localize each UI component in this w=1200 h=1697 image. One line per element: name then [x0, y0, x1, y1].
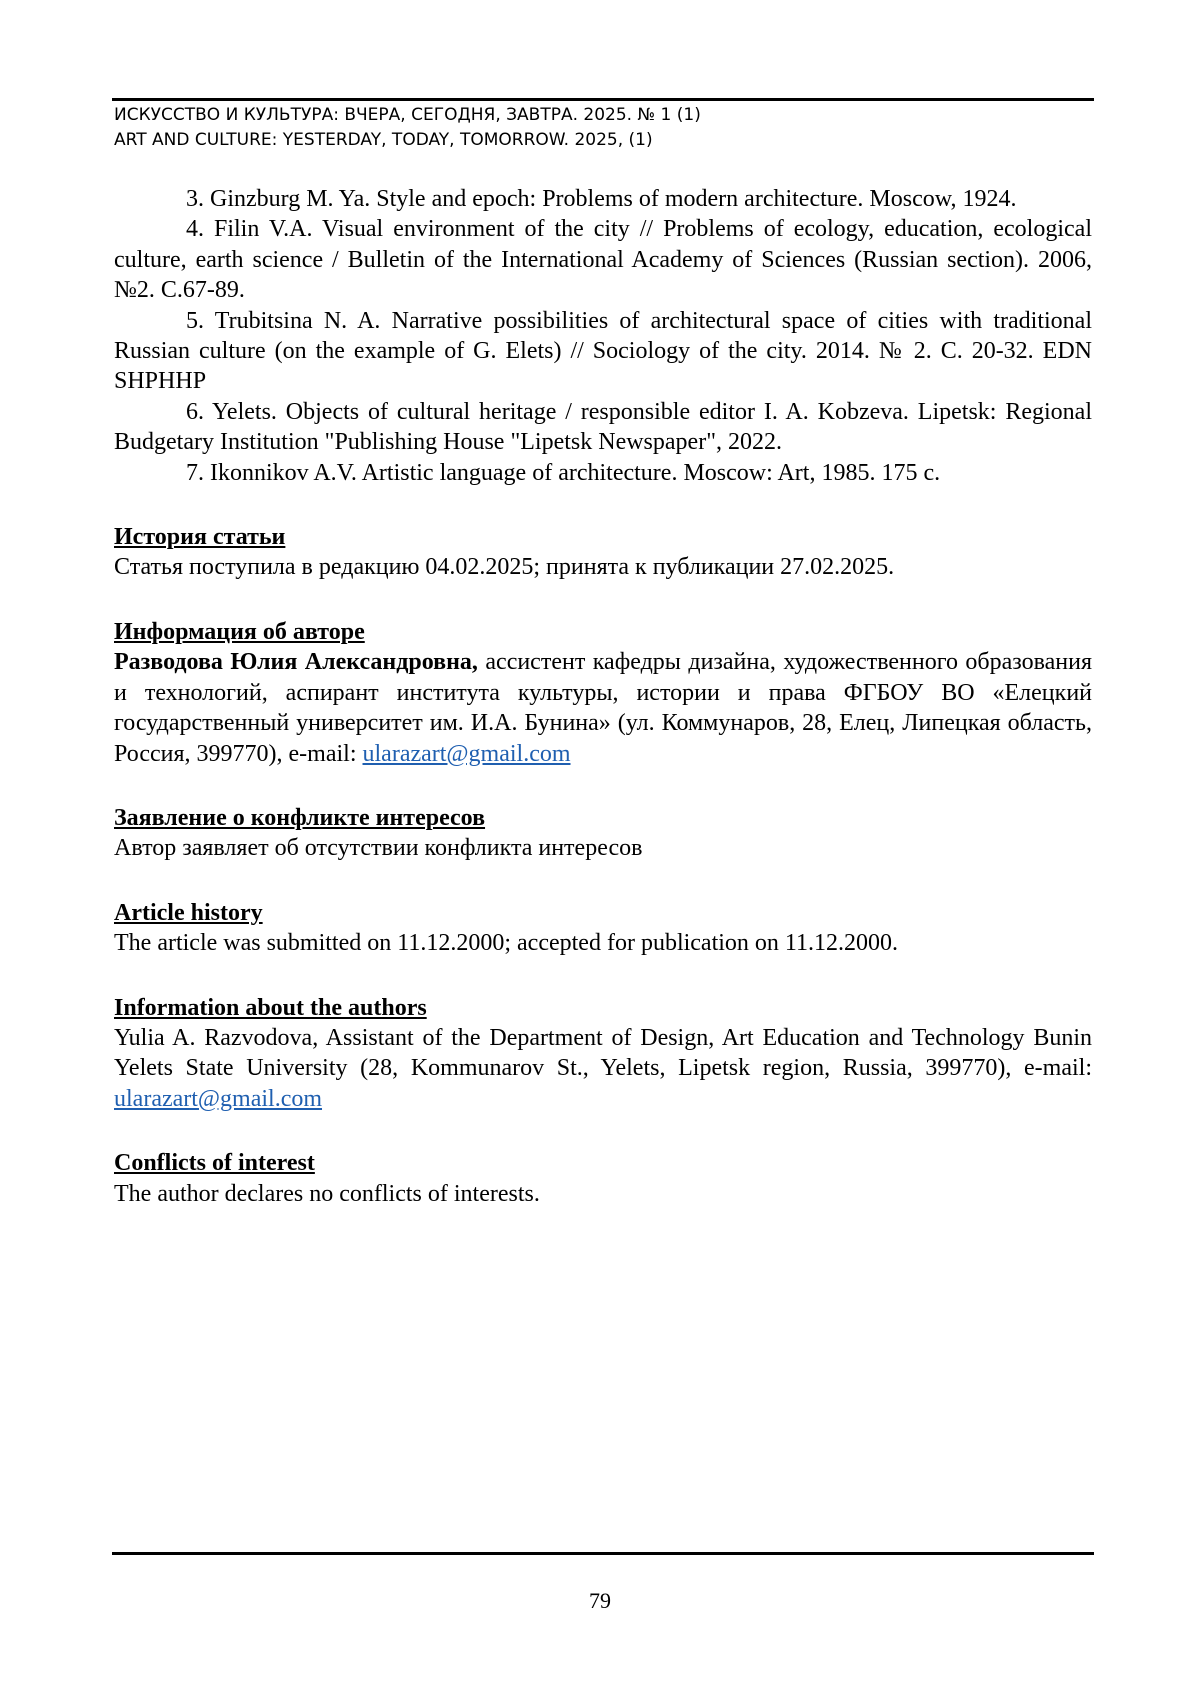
header-line-en: ART AND CULTURE: YESTERDAY, TODAY, TOMORROW. 2025, (1): [114, 128, 1094, 153]
author-ru-title: Информация об авторе: [114, 617, 1092, 647]
page-number: 79: [0, 1588, 1200, 1614]
running-header: [114, 103, 1094, 153]
conflict-ru-title: Заявление о конфликте интересов: [114, 803, 1092, 833]
author-ru-section: [114, 617, 1092, 769]
footer-rule: [112, 1552, 1094, 1555]
author-ru-email-link[interactable]: ularazart@gmail.com: [363, 741, 571, 767]
reference-item: 5. Trubitsina N. A. Narrative possibilities of architectural space of cities with tradi­tional Russian culture (on the example of G. Elets) // Sociology of the city. 2014. № 2. C. 20-32. EDN SHPHHP: [114, 306, 1092, 397]
document-page: [0, 0, 1200, 1697]
history-ru-text: Статья поступила в редакцию 04.02.2025; принята к публикации 27.02.2025.: [114, 552, 1092, 582]
author-ru-details: ассистент кафедры дизайна, художественного об­разования и технологий, аспирант института культуры, истории и права ФГБОУ ВО «Елецкий государственный университет им. И.А. Бунина» (ул. Коммунаров, 28, Елец, Липецкая область, Россия, 399770), e-mail:: [114, 649, 1092, 766]
history-ru-title: История статьи: [114, 522, 1092, 552]
history-en-title: Article history: [114, 898, 1092, 928]
history-en-text: The article was submitted on 11.12.2000; accepted for publication on 11.12.2000.: [114, 928, 1092, 958]
conflict-ru-text: Автор заявляет об отсутствии конфликта интересов: [114, 833, 1092, 863]
history-en-section: [114, 898, 1092, 959]
reference-item: 7. Ikonnikov A.V. Artistic language of architecture. Moscow: Art, 1985. 175 c.: [114, 458, 1092, 488]
conflict-en-section: [114, 1148, 1092, 1209]
author-en-email-link[interactable]: ularazart@gmail.com: [114, 1086, 322, 1112]
reference-item: 3. Ginzburg M. Ya. Style and epoch: Problems of modern architecture. Moscow, 1924.: [114, 184, 1092, 214]
conflict-ru-section: [114, 803, 1092, 864]
author-ru-text: [114, 647, 1092, 769]
header-line-ru: ИСКУССТВО И КУЛЬТУРА: ВЧЕРА, СЕГОДНЯ, ЗАВТРА. 2025. № 1 (1): [114, 103, 1094, 128]
author-ru-name: Разводова Юлия Александровна,: [114, 649, 478, 675]
reference-list: [114, 184, 1092, 488]
author-en-section: [114, 993, 1092, 1115]
author-en-details: Yulia A. Razvodova, Assistant of the Department of Design, Art Education and Technology Bunin Yelets State University (28, Kommunarov St., Yelets, Lipetsk region, Russia, 399770), e-mail:: [114, 1025, 1092, 1081]
author-en-title: Information about the authors: [114, 993, 1092, 1023]
header-rule: [112, 98, 1094, 101]
conflict-en-text: The author declares no conflicts of interests.: [114, 1179, 1092, 1209]
conflict-en-title: Conflicts of interest: [114, 1148, 1092, 1178]
history-ru-section: [114, 522, 1092, 583]
author-en-text: [114, 1023, 1092, 1114]
reference-item: 4. Filin V.A. Visual environment of the city // Problems of ecology, education, eco­logical culture, earth science / Bulletin of the International Academy of Sciences (Russian section). 2006, №2. C.67-89.: [114, 214, 1092, 305]
page-body: [114, 184, 1092, 1209]
reference-item: 6. Yelets. Objects of cultural heritage / responsible editor I. A. Kobzeva. Lipetsk: Regional Budgetary Institution "Publishing House "Lipetsk Newspaper", 2022.: [114, 397, 1092, 458]
